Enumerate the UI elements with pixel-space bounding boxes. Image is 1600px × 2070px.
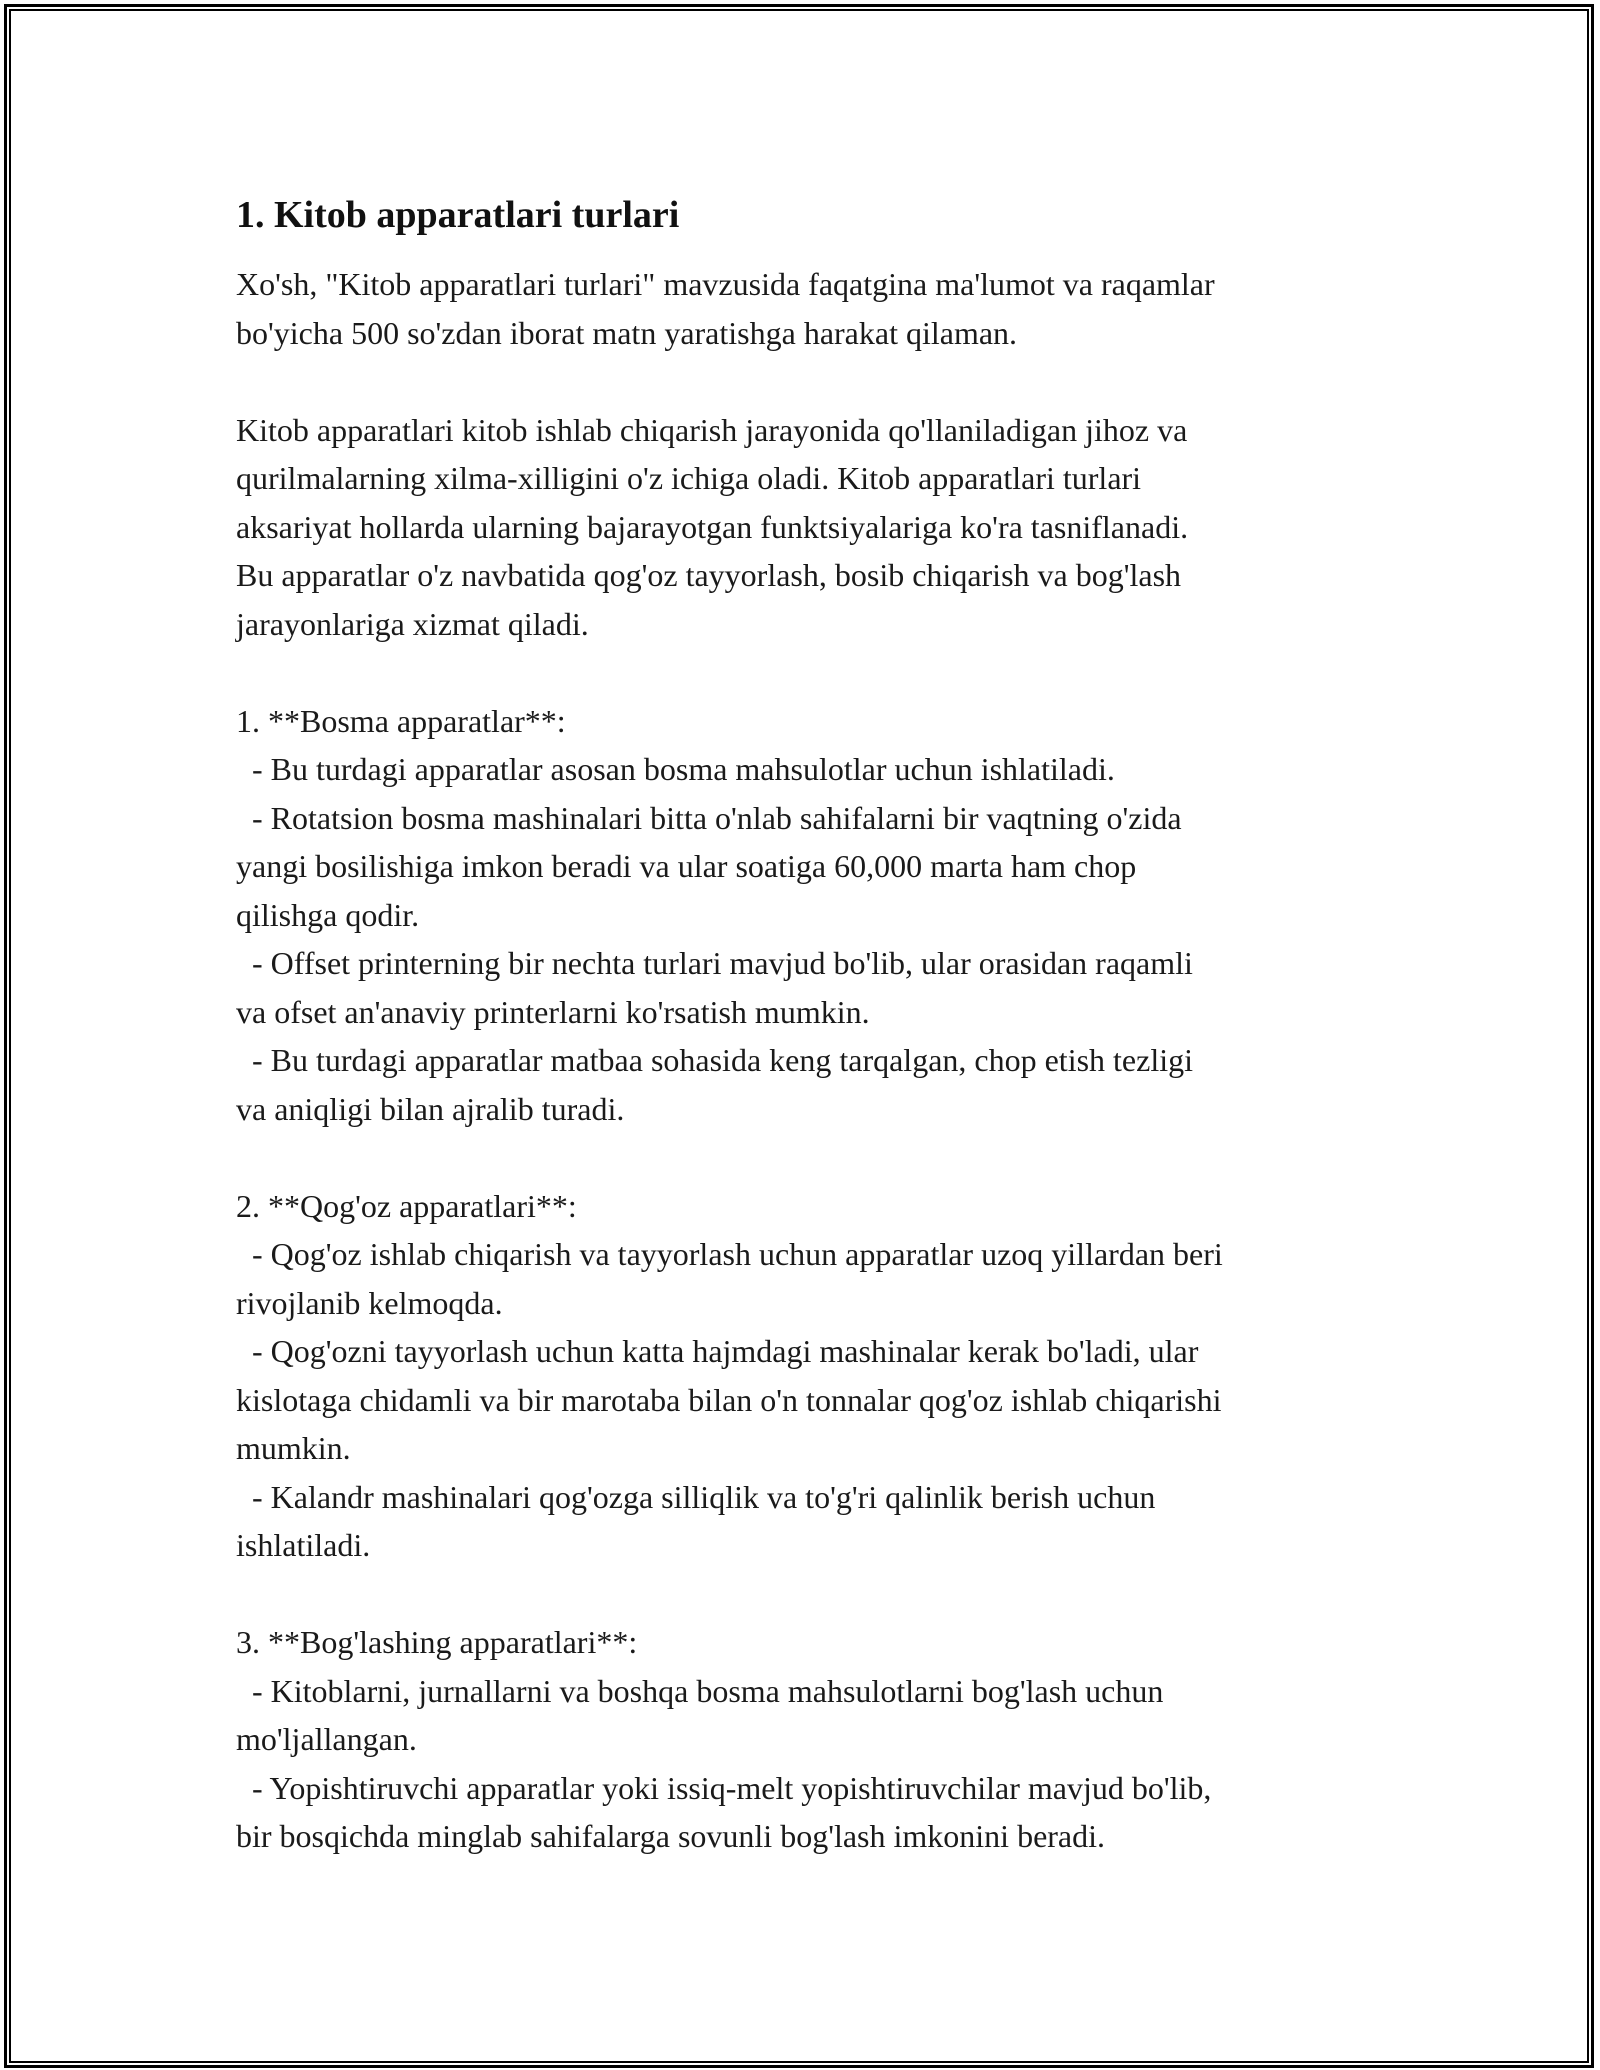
text-line: Kitob apparatlari kitob ishlab chiqarish jarayonida qo'llaniladigan jihoz va — [236, 411, 1188, 448]
text-line: va ofset an'anaviy printerlarni ko'rsatish mumkin. — [236, 993, 870, 1030]
section-boglashing-apparatlari — [236, 1618, 1416, 1861]
list-item: - Kalandr mashinalari qog'ozga silliqlik va to'g'ri qalinlik berish uchun — [236, 1478, 1156, 1515]
text-line: kislotaga chidamli va bir marotaba bilan o'n tonnalar qog'oz ishlab chiqarishi — [236, 1381, 1222, 1418]
text-line: ishlatiladi. — [236, 1527, 371, 1563]
paragraph-spacer — [236, 1570, 1416, 1619]
text-line: aksariyat hollarda ularning bajarayotgan funktsiyalariga ko'ra tasniflanadi. — [236, 508, 1189, 545]
text-line: mumkin. — [236, 1430, 351, 1466]
list-item: - Qog'ozni tayyorlash uchun katta hajmdagi mashinalar kerak bo'ladi, ular — [236, 1333, 1199, 1369]
list-item: - Kitoblarni, jurnallarni va boshqa bosma mahsulotlarni bog'lash uchun — [236, 1672, 1164, 1709]
list-item: - Offset printerning bir nechta turlari mavjud bo'lib, ular orasidan raqamli — [236, 945, 1193, 981]
section-heading: 1. **Bosma apparatlar**: — [236, 702, 566, 739]
text-line: mo'ljallangan. — [236, 1721, 417, 1757]
text-line: va aniqligi bilan ajralib turadi. — [236, 1090, 625, 1127]
document-title: 1. Kitob apparatlari turlari — [236, 194, 680, 236]
section-qogoz-apparatlari — [236, 1182, 1416, 1570]
list-item: - Yopishtiruvchi apparatlar yoki issiq-melt yopishtiruvchilar mavjud bo'lib, — [236, 1769, 1212, 1806]
paragraph-intro — [236, 260, 1416, 357]
section-heading: 3. **Bog'lashing apparatlari**: — [236, 1624, 638, 1660]
paragraph-overview — [236, 406, 1416, 649]
text-line: qilishga qodir. — [236, 896, 420, 933]
text-line: bo'yicha 500 so'zdan iborat matn yaratishga harakat qilaman. — [236, 314, 1018, 351]
text-line: Bu apparatlar o'z navbatida qog'oz tayyorlash, bosib chiqarish va bog'lash — [236, 557, 1182, 593]
paragraph-spacer — [236, 648, 1416, 697]
document-body — [236, 186, 1416, 1861]
paragraph-spacer — [236, 357, 1416, 406]
list-item: - Bu turdagi apparatlar asosan bosma mahsulotlar uchun ishlatiladi. — [236, 751, 1115, 787]
paragraph-spacer — [236, 1133, 1416, 1182]
section-bosma-apparatlar — [236, 697, 1416, 1134]
text-line: Xo'sh, "Kitob apparatlari turlari" mavzusida faqatgina ma'lumot va raqamlar — [236, 266, 1215, 302]
text-line: jarayonlariga xizmat qiladi. — [236, 605, 589, 642]
text-line: yangi bosilishiga imkon beradi va ular soatiga 60,000 marta ham chop — [236, 848, 1137, 884]
text-line: rivojlanib kelmoqda. — [236, 1284, 503, 1321]
section-heading: 2. **Qog'oz apparatlari**: — [236, 1187, 577, 1224]
text-line: qurilmalarning xilma-xilligini o'z ichiga oladi. Kitob apparatlari turlari — [236, 460, 1142, 496]
list-item: - Qog'oz ishlab chiqarish va tayyorlash uchun apparatlar uzoq yillardan beri — [236, 1236, 1223, 1272]
list-item: - Rotatsion bosma mashinalari bitta o'nlab sahifalarni bir vaqtning o'zida — [236, 799, 1182, 836]
list-item: - Bu turdagi apparatlar matbaa sohasida keng tarqalgan, chop etish tezligi — [236, 1042, 1193, 1078]
text-line: bir bosqichda minglab sahifalarga sovunli bog'lash imkonini beradi. — [236, 1818, 1106, 1854]
